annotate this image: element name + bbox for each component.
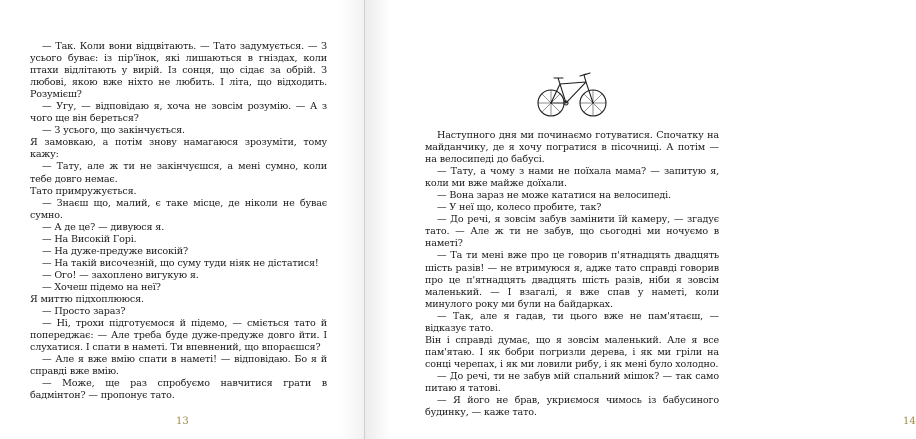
page-number: 13	[176, 416, 189, 427]
left-page-text	[30, 41, 327, 402]
paragraph: — Але я вже вмію спати в наметі! — відповідаю. Бо я й справді вже вмію.	[30, 354, 327, 378]
paragraph: — Просто зараз?	[42, 306, 126, 318]
paragraph: Він і справді думає, що я зовсім маленький. Але я все пам'ятаю. І як бобри погризли дерева, і як ми гріли на сонці черепах, і як ми ловили рибу, і як мені було холодно.	[425, 334, 719, 370]
bicycle-illustration	[536, 70, 608, 120]
paragraph: Тато примружується.	[30, 185, 137, 197]
paragraph: Я замовкаю, а потім знову намагаюся зрозуміти, тому кажу:	[30, 137, 327, 161]
paragraph: — А де це? — дивуюся я.	[42, 221, 165, 233]
left-page	[0, 0, 365, 439]
paragraph: — Може, ще раз спробуємо навчитися грати в бадмінтон? — пропонує тато.	[30, 378, 327, 402]
right-page-text	[425, 130, 719, 419]
paragraph: Наступного дня ми починаємо готуватися. Спочатку на майданчику, де я хочу погратися в пісочниці. А потім — на велосипеді до бабусі.	[425, 130, 719, 166]
paragraph: — Вона зараз не може кататися на велосипеді.	[437, 190, 671, 202]
paragraph: — Та ти мені вже про це говорив п'ятнадцять двадцять шість разів! — не втримуюся я, адже тато справді говорив про це п'ятнадцять двадцять шість разів, ніби я зовсім маленький. — І взагалі, я вже спав у наметі, коли минулого року ми були на байдарках.	[425, 250, 719, 310]
paragraph: — Так, але я гадав, ти цього вже не пам'ятаєш, — відказує тато.	[425, 310, 719, 334]
paragraph: Я миттю підхоплююся.	[30, 293, 144, 305]
paragraph: — До речі, я зовсім забув замінити їй камеру, — згадує тато. — Але ж ти не забув, що сьогодні ми ночуємо в наметі?	[425, 214, 719, 250]
paragraph: — Тату, але ж ти не закінчуєшся, а мені сумно, коли тебе довго немає.	[30, 161, 327, 185]
paragraph: — Тату, а чому з нами не поїхала мама? — запитую я, коли ми вже майже доїхали.	[425, 166, 719, 190]
paragraph: — Угу, — відповідаю я, хоча не зовсім розумію. — А з чого ще він береться?	[30, 101, 327, 125]
paragraph: — На дуже-предуже високій?	[42, 245, 189, 257]
handlebar	[580, 73, 590, 76]
paragraph: — Знаєш що, малий, є таке місце, де ніколи не буває сумно.	[30, 197, 327, 221]
paragraph: — До речі, ти не забув мій спальний мішок? — так само питаю я татові.	[425, 370, 719, 394]
page-number: 14	[903, 416, 916, 427]
paragraph: — Хочеш підемо на неї?	[42, 281, 161, 293]
paragraph: — З усього, що закінчується.	[42, 125, 185, 137]
paragraph: — На Високій Горі.	[42, 233, 137, 245]
paragraph: — Ні, трохи підготуємося й підемо, — сміється тато й попереджає: — Але треба буде дуже-предуже довго йти. І слухатися. І спати в наметі. Ти впевнений, що впораєшся?	[30, 318, 327, 354]
paragraph: — На такій височезній, що суму туди ніяк не дістатися!	[42, 257, 319, 269]
paragraph: — У неї що, колесо пробите, так?	[437, 202, 602, 214]
paragraph: — Так. Коли вони відцвітають. — Тато задумується. — З усього буває: із пір'їнок, які лишаються в гніздах, коли птахи відлітають у вирій. Із сонця, що сідає за обрій. З любові, якою вже ніхто не любить. І літа, що відходить. Розумієш?	[30, 41, 327, 101]
paragraph: — Я його не брав, укриємося чимось із бабусиного будинку, — каже тато.	[425, 395, 719, 419]
paragraph: — Ого! — захоплено вигукую я.	[42, 269, 199, 281]
saddle	[554, 78, 563, 84]
